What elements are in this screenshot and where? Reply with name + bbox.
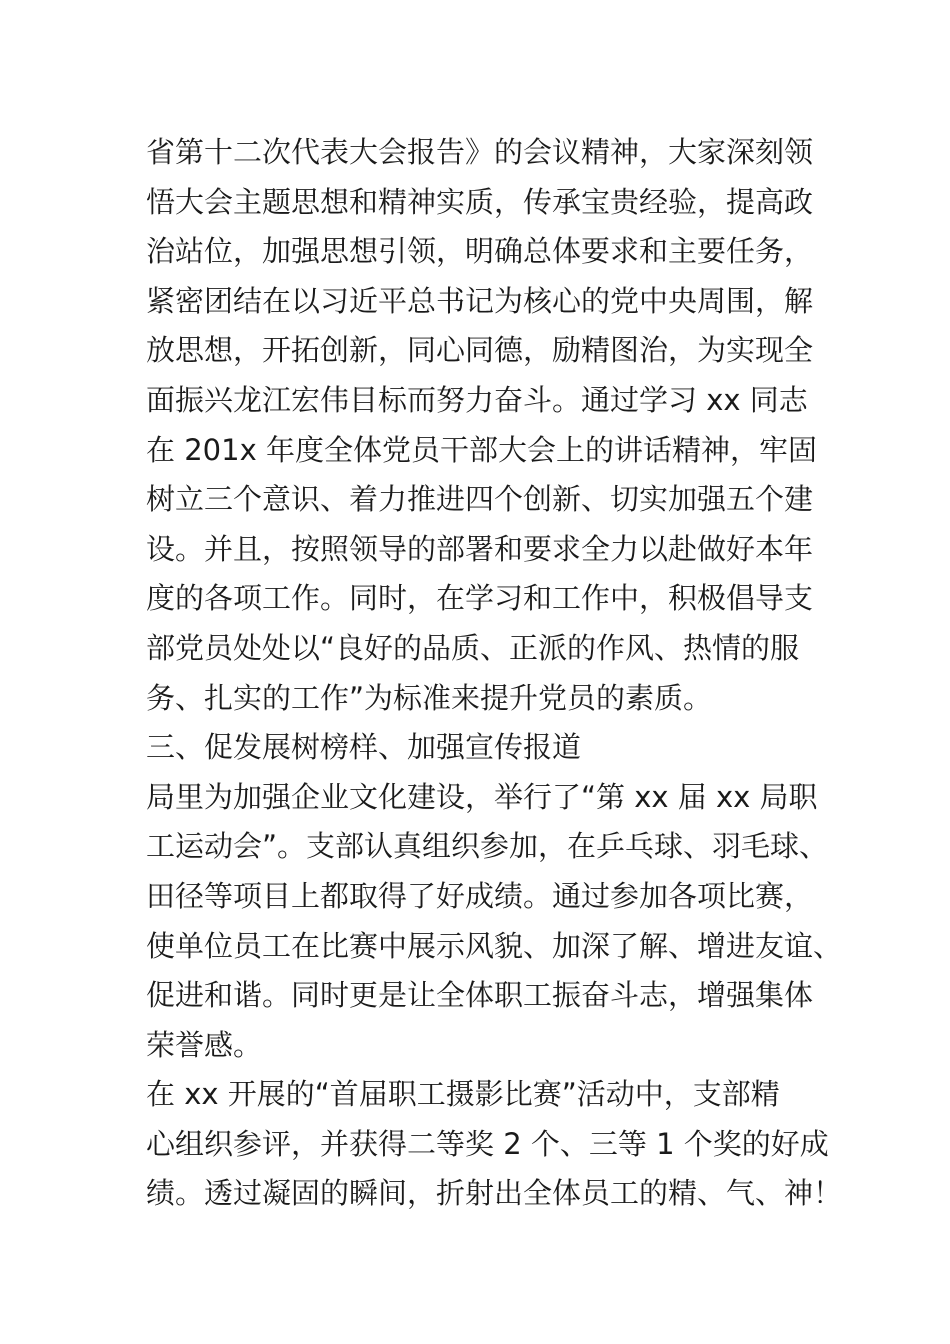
text-line: 部党员处处以“良好的品质、正派的作风、热情的服: [146, 630, 800, 665]
text-line: 省第十二次代表大会报告》的会议精神，大家深刻领: [146, 135, 814, 169]
text-line: 在 xx 开展的“首届职工摄影比赛”活动中，支部精: [146, 1077, 780, 1112]
text-line: 树立三个意识、着力推进四个创新、切实加强五个建: [146, 482, 814, 517]
text-line: 田径等项目上都取得了好成绩。通过参加各项比赛，: [146, 878, 814, 913]
text-line: 放思想，开拓创新，同心同德，励精图治，为实现全: [146, 333, 814, 368]
text-line: 荣誉感。: [146, 1027, 263, 1062]
text-line: 心组织参评，并获得二等奖 2 个、三等 1 个奖的好成: [146, 1126, 829, 1161]
text-line: 使单位员工在比赛中展示风貌、加深了解、增进友谊、: [146, 928, 843, 963]
text-line: 治站位，加强思想引领，明确总体要求和主要任务，: [146, 234, 814, 269]
text-line: 绩。透过凝固的瞬间，折射出全体员工的精、气、神！: [146, 1176, 843, 1211]
text-line: 设。并且，按照领导的部署和要求全力以赴做好本年: [146, 531, 814, 566]
text-line: 度的各项工作。同时，在学习和工作中，积极倡导支: [146, 581, 814, 616]
document-body: [146, 128, 843, 1219]
text-line: 面振兴龙江宏伟目标而努力奋斗。通过学习 xx 同志: [146, 382, 808, 417]
text-line: 工运动会”。支部认真组织参加，在乒乓球、羽毛球、: [146, 829, 829, 864]
text-line: 务、扎实的工作”为标准来提升党员的素质。: [146, 680, 713, 715]
text-line: 紧密团结在以习近平总书记为核心的党中央周围，解: [146, 283, 814, 318]
text-line: 悟大会主题思想和精神实质，传承宝贵经验，提高政: [146, 184, 814, 219]
section-heading: 三、促发展树榜样、加强宣传报道: [146, 730, 582, 765]
text-line: 促进和谐。同时更是让全体职工振奋斗志，增强集体: [146, 978, 814, 1013]
text-line: 在 201x 年度全体党员干部大会上的讲话精神，牢固: [146, 432, 817, 467]
text-line: 局里为加强企业文化建设，举行了“第 xx 届 xx 局职: [146, 779, 818, 814]
